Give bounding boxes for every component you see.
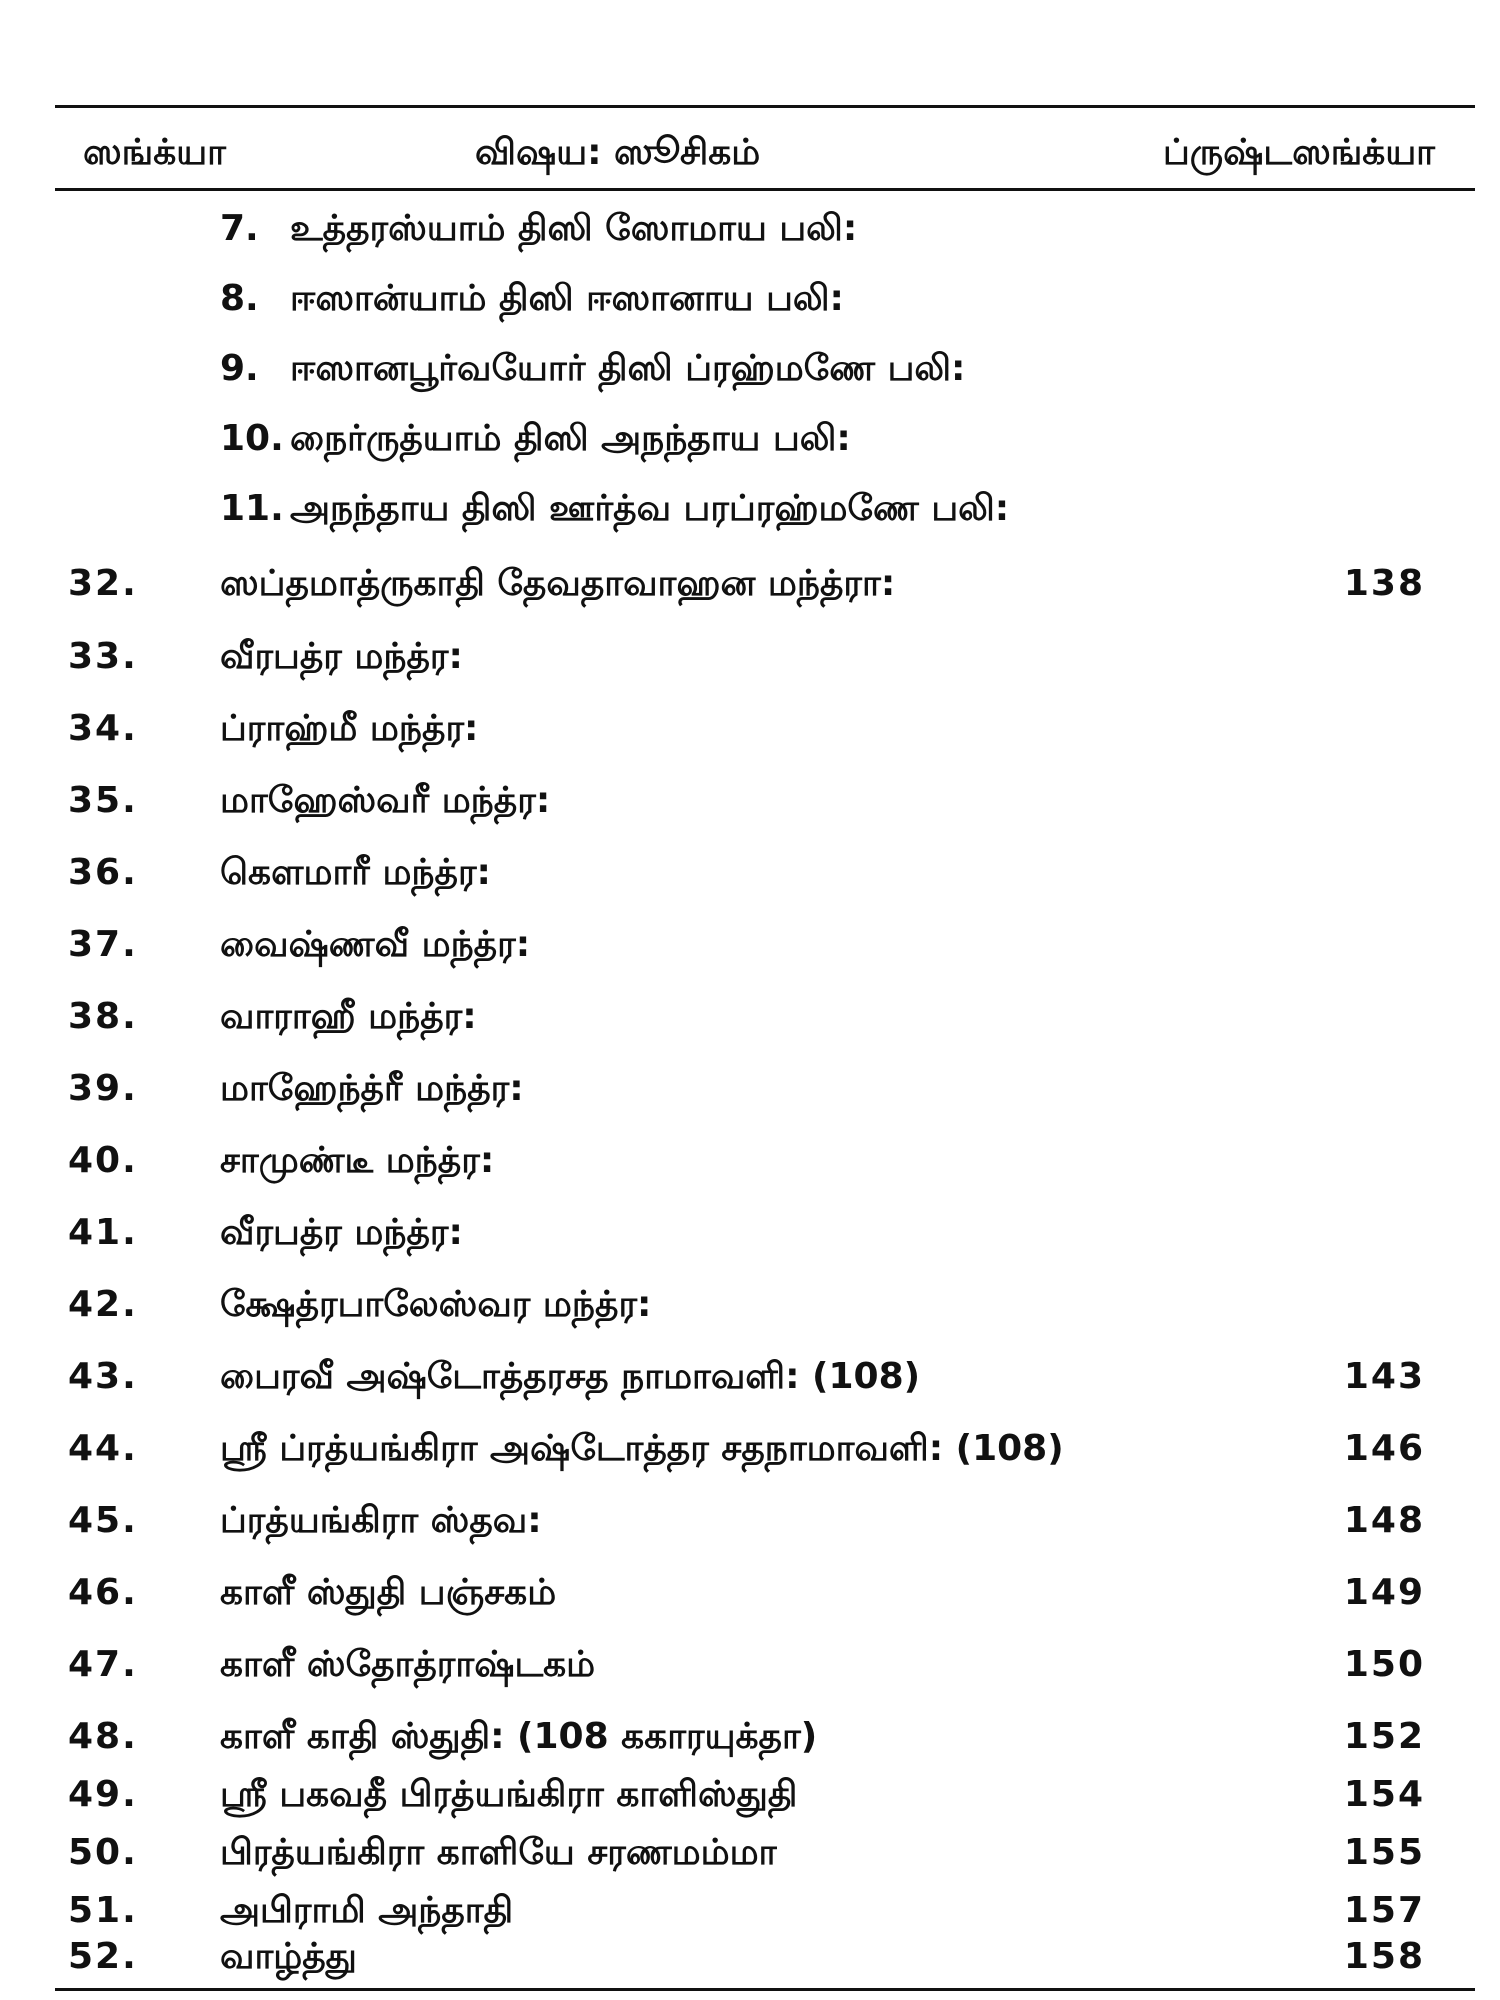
bottom-rule: [55, 1988, 1475, 1991]
toc-entry: [0, 1829, 1500, 1877]
toc-entry: [0, 1137, 1500, 1185]
entry-number: 44.: [68, 1428, 138, 1469]
header-subject-label: விஷய: ஸூசிகம்: [475, 132, 761, 173]
entry-title: ஸ்ரீ பகவதீ பிரத்யங்கிரா காளிஸ்துதி: [220, 1774, 798, 1815]
entry-title: வீரபத்ர மந்த்ர:: [220, 636, 463, 677]
entry-title: வீரபத்ர மந்த்ர:: [220, 1212, 463, 1253]
toc-entry: [0, 1569, 1500, 1617]
sub-item: [220, 415, 851, 463]
toc-entry: [0, 1425, 1500, 1473]
toc-entry: [0, 705, 1500, 753]
toc-entry: [0, 1713, 1500, 1761]
entry-page: 155: [1343, 1832, 1425, 1873]
sub-item: [220, 205, 857, 253]
sub-item: [220, 485, 1009, 533]
header-page-label: ப்ருஷ்டஸங்க்யா: [1162, 132, 1435, 173]
toc-entry: [0, 1771, 1500, 1819]
entry-title: ப்ராஹ்மீ மந்த்ர:: [220, 708, 479, 749]
sub-item: [220, 345, 965, 393]
entry-number: 50.: [68, 1832, 138, 1873]
sub-item-text: நைர்ருத்யாம் திஸி அநந்தாய பலி:: [290, 418, 851, 459]
sub-item-number: 7.: [220, 208, 259, 249]
entry-number: 43.: [68, 1356, 138, 1397]
entry-number: 47.: [68, 1644, 138, 1685]
toc-entry: [0, 993, 1500, 1041]
entry-number: 40.: [68, 1140, 138, 1181]
entry-title: வாழ்த்து: [220, 1936, 357, 1977]
entry-title: காளீ ஸ்துதி பஞ்சகம்: [220, 1572, 557, 1613]
toc-entry: [0, 1641, 1500, 1689]
entry-page: 146: [1343, 1428, 1425, 1469]
entry-title: பிரத்யங்கிரா காளியே சரணமம்மா: [220, 1832, 778, 1873]
entry-page: 152: [1343, 1716, 1425, 1757]
entry-page: 149: [1343, 1572, 1425, 1613]
toc-entry: [0, 921, 1500, 969]
entry-page: 158: [1343, 1936, 1425, 1977]
entry-page: 154: [1343, 1774, 1425, 1815]
sub-item-number: 8.: [220, 278, 259, 319]
entry-title: மாஹேந்த்ரீ மந்த்ர:: [220, 1068, 524, 1109]
entry-title: அபிராமி அந்தாதி: [220, 1890, 514, 1931]
entry-page: 143: [1343, 1356, 1425, 1397]
entry-title: வைஷ்ணவீ மந்த்ர:: [220, 924, 531, 965]
entry-number: 35.: [68, 780, 138, 821]
entry-number: 41.: [68, 1212, 138, 1253]
toc-entry: [0, 1887, 1500, 1935]
toc-entry: [0, 560, 1500, 608]
entry-title: மாஹேஸ்வரீ மந்த்ர:: [220, 780, 551, 821]
entry-title: கௌமாரீ மந்த்ர:: [220, 852, 491, 893]
entry-number: 42.: [68, 1284, 138, 1325]
entry-number: 37.: [68, 924, 138, 965]
toc-entry: [0, 1065, 1500, 1113]
entry-number: 34.: [68, 708, 138, 749]
entry-title: ஸப்தமாத்ருகாதி தேவதாவாஹன மந்த்ரா:: [220, 563, 896, 604]
entry-page: 157: [1343, 1890, 1425, 1931]
entry-page: 148: [1343, 1500, 1425, 1541]
sub-item-number: 10.: [220, 418, 284, 459]
sub-item-text: உத்தரஸ்யாம் திஸி ஸோமாய பலி:: [290, 208, 858, 249]
entry-title: ப்ரத்யங்கிரா ஸ்தவ:: [220, 1500, 542, 1541]
sub-item-text: அநந்தாய திஸி ஊர்த்வ பரப்ரஹ்மணே பலி:: [290, 488, 1010, 529]
entry-title: க்ஷேத்ரபாலேஸ்வர மந்த்ர:: [220, 1284, 652, 1325]
entry-number: 33.: [68, 636, 138, 677]
toc-entry: [0, 1281, 1500, 1329]
entry-title: காளீ காதி ஸ்துதி: (108 ககாரயுக்தா): [220, 1716, 818, 1757]
toc-entry: [0, 777, 1500, 825]
header-number-label: ஸங்க்யா: [83, 132, 226, 173]
header-rule: [55, 188, 1475, 191]
entry-title: ஸ்ரீ ப்ரத்யங்கிரா அஷ்டோத்தர சதநாமாவளி: (108): [220, 1428, 1064, 1469]
entry-title: பைரவீ அஷ்டோத்தரசத நாமாவளி: (108): [220, 1356, 921, 1397]
toc-entry: [0, 849, 1500, 897]
entry-page: 150: [1343, 1644, 1425, 1685]
sub-item-number: 11.: [220, 488, 284, 529]
entry-title: சாமுண்டீ மந்த்ர:: [220, 1140, 495, 1181]
sub-item-number: 9.: [220, 348, 259, 389]
entry-title: காளீ ஸ்தோத்ராஷ்டகம்: [220, 1644, 596, 1685]
entry-number: 38.: [68, 996, 138, 1037]
entry-number: 51.: [68, 1890, 138, 1931]
entry-number: 32.: [68, 563, 138, 604]
toc-entry: [0, 1209, 1500, 1257]
top-rule: [55, 105, 1475, 108]
entry-title: வாராஹீ மந்த்ர:: [220, 996, 477, 1037]
entry-page: 138: [1343, 563, 1425, 604]
table-header: [55, 118, 1475, 182]
entry-number: 48.: [68, 1716, 138, 1757]
entry-number: 36.: [68, 852, 138, 893]
toc-entry: [0, 1933, 1500, 1981]
entry-number: 49.: [68, 1774, 138, 1815]
toc-entry: [0, 633, 1500, 681]
sub-item: [220, 275, 844, 323]
toc-entry: [0, 1353, 1500, 1401]
entry-number: 46.: [68, 1572, 138, 1613]
sub-item-text: ஈஸான்யாம் திஸி ஈஸானாய பலி:: [290, 278, 844, 319]
entry-number: 45.: [68, 1500, 138, 1541]
entry-number: 52.: [68, 1936, 138, 1977]
entry-number: 39.: [68, 1068, 138, 1109]
toc-entry: [0, 1497, 1500, 1545]
sub-item-text: ஈஸானபூர்வயோர் திஸி ப்ரஹ்மணே பலி:: [290, 348, 966, 389]
